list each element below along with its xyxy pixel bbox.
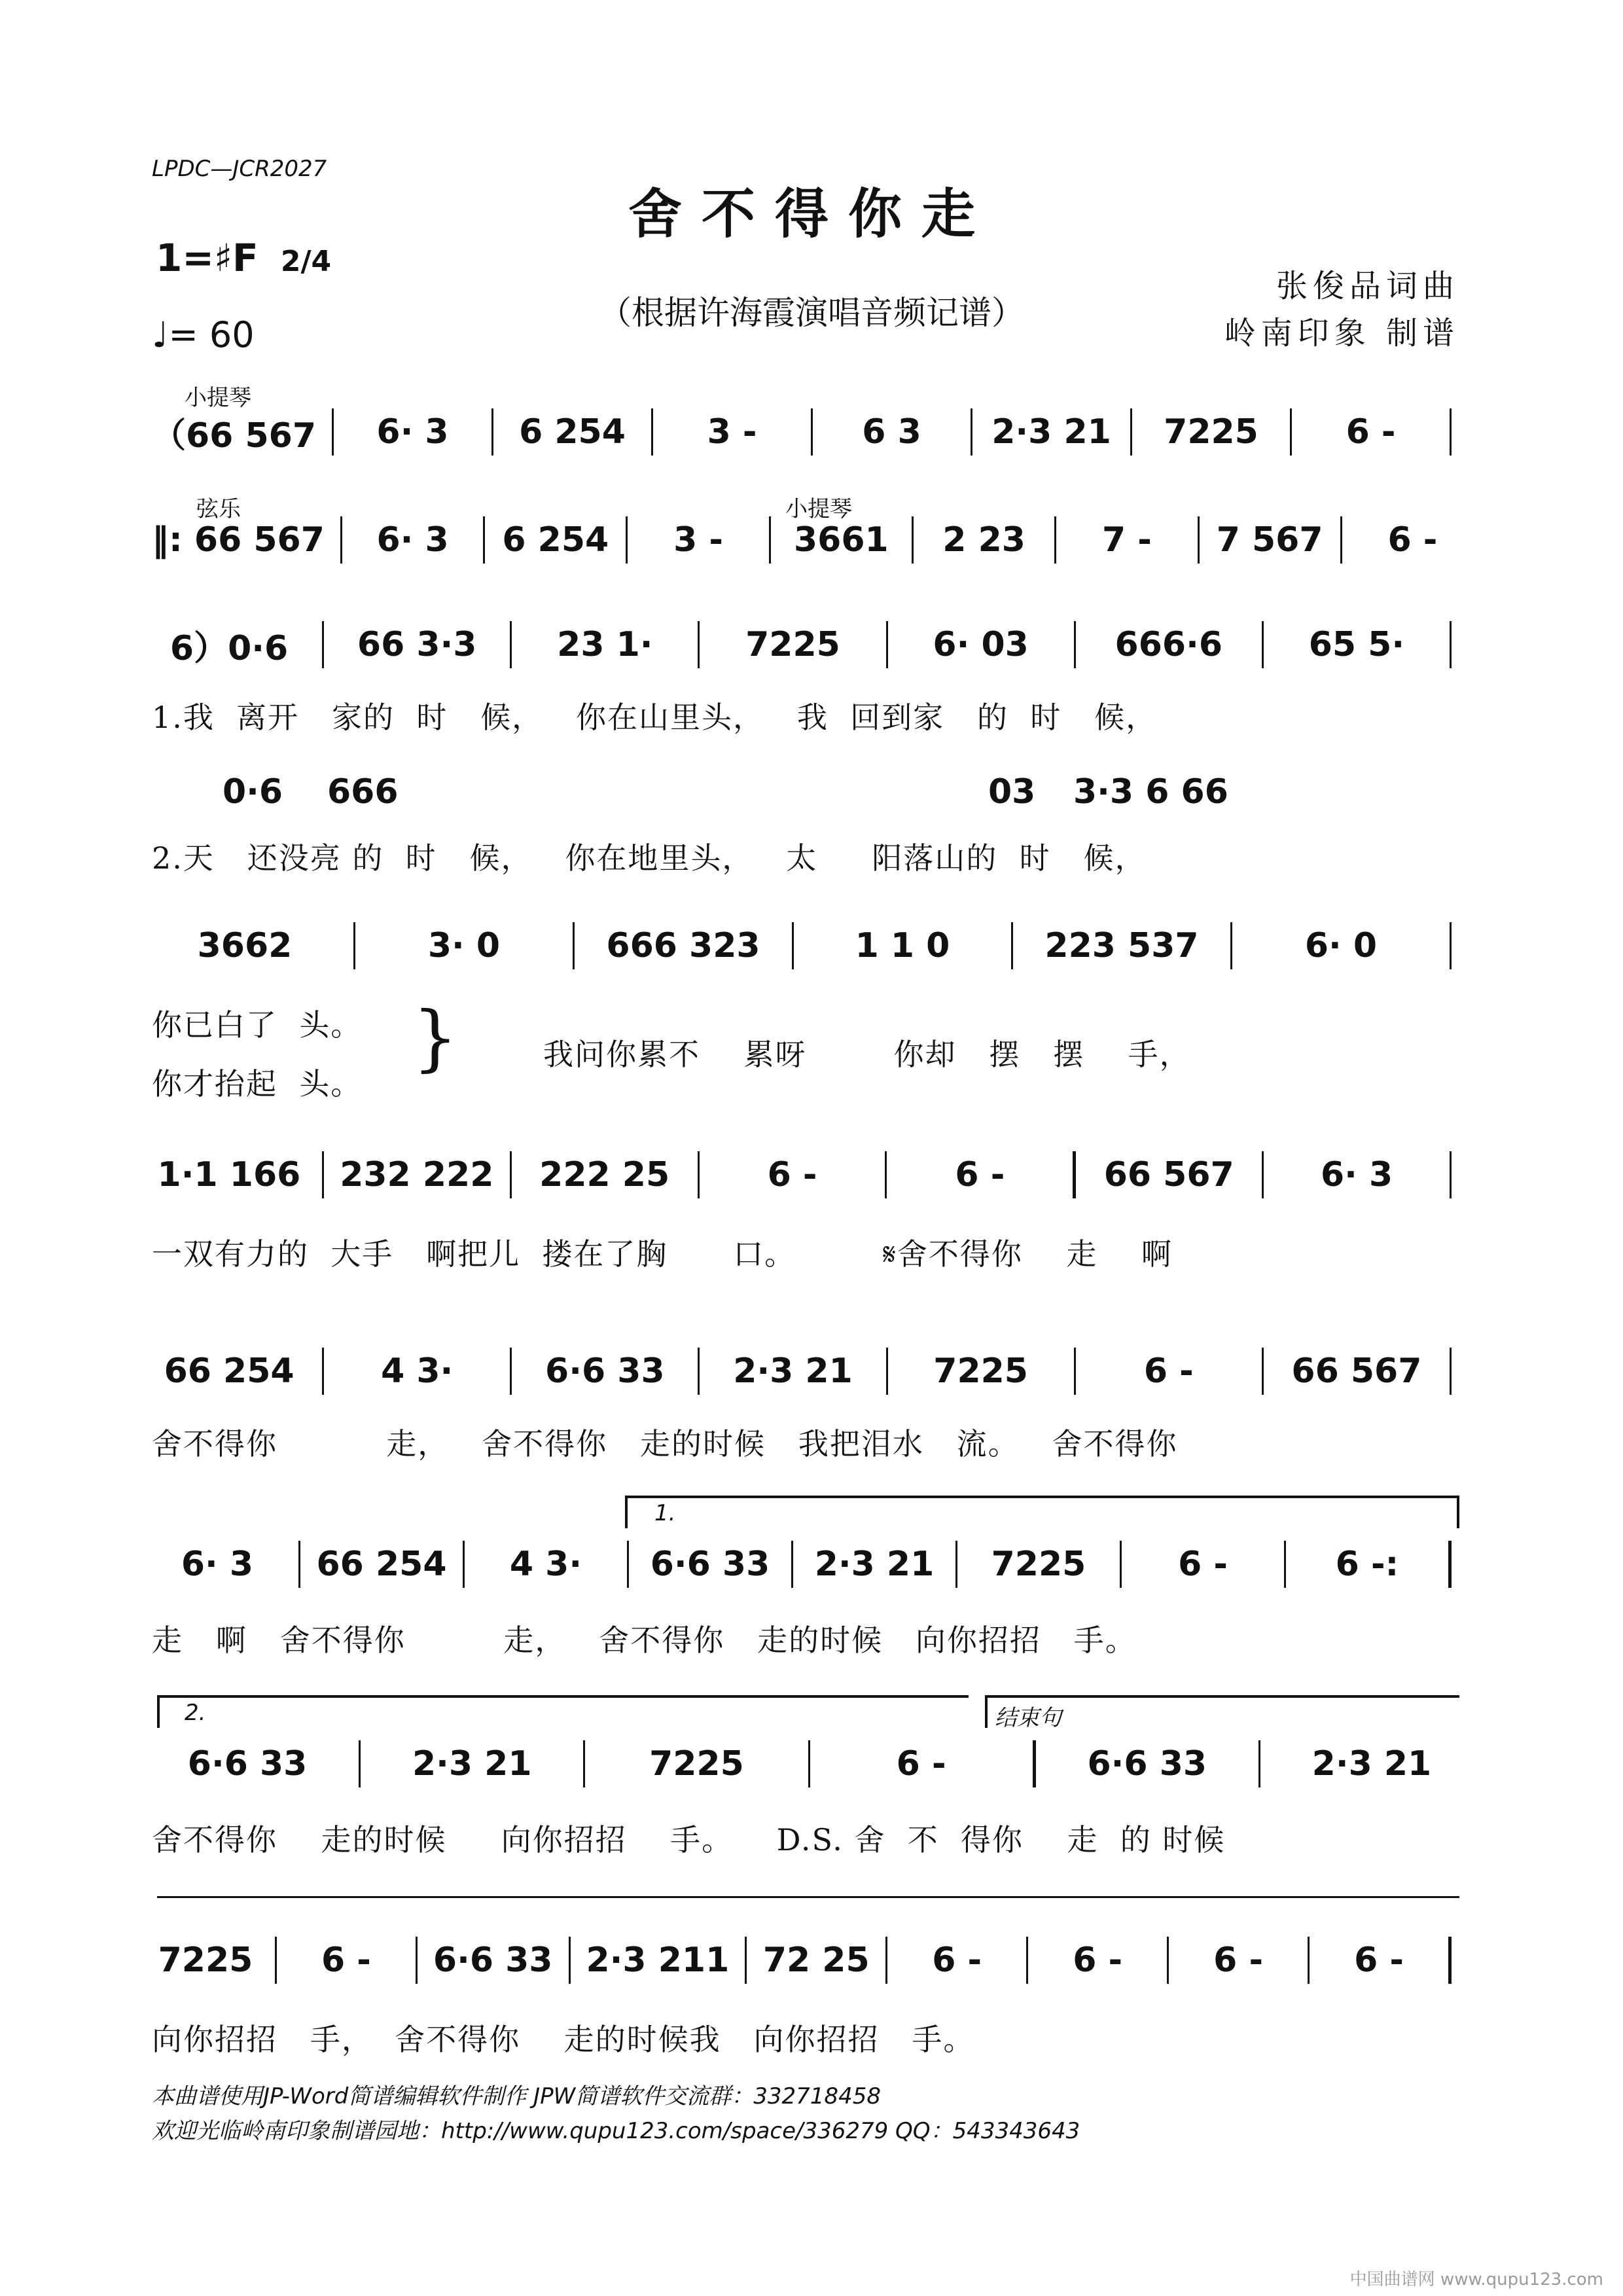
measure: 6·6 33 [545, 1352, 665, 1391]
measure: 6·6 33 [650, 1545, 770, 1584]
notation-row-9 [152, 1741, 1467, 1787]
measure: 7225 [1164, 412, 1258, 452]
barline [1290, 408, 1292, 456]
measure: 3662 [197, 926, 293, 965]
measure: 6 - [767, 1155, 817, 1194]
barline [1262, 621, 1264, 668]
measure: 66 254 [164, 1352, 294, 1391]
barline [627, 1541, 629, 1588]
barline [698, 1348, 700, 1395]
footer-line-1: 本曲谱使用JP-Word简谱编辑软件制作 JPW简谱软件交流群：332718458 [152, 2083, 881, 2109]
barline [971, 408, 972, 456]
measure: 65 5· [1308, 625, 1405, 664]
volta-label-2: 2. [185, 1700, 206, 1726]
measure: 1 1 0 [855, 926, 950, 965]
notation-row-1 [152, 409, 1467, 455]
barline [885, 1937, 887, 1984]
measure: 232 222 [340, 1155, 494, 1194]
subtitle: （根据许海霞演唱音频记谱） [599, 294, 1024, 332]
barline [275, 1937, 277, 1984]
barline [791, 1541, 793, 1588]
measure: 6 254 [519, 412, 626, 452]
measure: 6 - [955, 1155, 1005, 1194]
measure: 2·3 21 [991, 412, 1111, 452]
barline [745, 1937, 747, 1984]
barline [1230, 922, 1232, 969]
measure: 666·6 [1115, 625, 1223, 664]
measure: 4 3· [381, 1352, 454, 1391]
barline [912, 516, 914, 564]
measure: 3· 0 [427, 926, 501, 965]
instrument-label-violin: 小提琴 [185, 385, 251, 411]
barline [1026, 1937, 1028, 1984]
barline [1198, 516, 1200, 564]
barline [1340, 516, 1342, 564]
measure: 4 3· [509, 1545, 582, 1584]
score-code: LPDC—JCR2027 [152, 156, 327, 182]
measure: 7225 [649, 1744, 744, 1784]
measure: 666 [327, 772, 399, 812]
measure: 6· 3 [181, 1545, 254, 1584]
lyric-line-7: 舍不得你 走的时候 向你招招 手。 D.S. 舍 不 得你 走 的 时候 [152, 1822, 1226, 1857]
measure: 0·6 [223, 772, 283, 812]
notation-row-3 [152, 622, 1467, 668]
lyric-line-3c: 我问你累不 累呀 你却 摆 摆 手， [543, 1037, 1191, 1072]
barline [1450, 408, 1452, 456]
barline [1262, 1151, 1264, 1198]
measure: 6· 3 [376, 520, 449, 560]
double-barline [1033, 1740, 1036, 1787]
measure: 6）0·6 [169, 628, 289, 668]
barline [510, 1151, 512, 1198]
lyric-line-5: 舍不得你 走， 舍不得你 走的时候 我把泪水 流。 舍不得你 [152, 1426, 1178, 1462]
barline [1054, 516, 1056, 564]
measure: 222 25 [539, 1155, 670, 1194]
barline [322, 1348, 324, 1395]
barline [1120, 1541, 1122, 1588]
ending-label: 结束句 [995, 1705, 1061, 1731]
measure: 7225 [745, 625, 840, 664]
measure: 6· 3 [376, 412, 449, 452]
barline [510, 621, 512, 668]
barline [1130, 408, 1132, 456]
measure: 6 3 [862, 412, 921, 452]
measure: 66 254 [316, 1545, 447, 1584]
notation-row-8 [152, 1541, 1467, 1587]
notation-row-5 [152, 923, 1467, 969]
lyric-line-2: 2.天 还没亮 的 时 候， 你在地里头， 太 阳落山的 时 候， [152, 840, 1147, 876]
verse-brace: } [412, 996, 458, 1079]
barline [1074, 621, 1076, 668]
measure: 6 254 [502, 520, 609, 560]
measure: 3661 [793, 520, 889, 560]
barline [353, 922, 355, 969]
measure: 6 - [896, 1744, 946, 1784]
measure: 2 23 [942, 520, 1026, 560]
volta-bracket-1 [625, 1496, 1459, 1498]
measure: 66 3·3 [357, 625, 477, 664]
notation-row-2 [152, 517, 1467, 563]
tie-line [157, 1896, 1459, 1898]
measure: 223 537 [1044, 926, 1199, 965]
measure: 7225 [158, 1941, 253, 1980]
key-signature: 1=♯F 2/4 [156, 236, 332, 280]
barline [1262, 1348, 1264, 1395]
barline [463, 1541, 465, 1588]
measure: 6 - [1178, 1545, 1228, 1584]
barline [1258, 1740, 1260, 1787]
measure: 7225 [991, 1545, 1086, 1584]
measure: 3·3 6 66 [1073, 772, 1228, 812]
barline [322, 621, 324, 668]
ending-bracket [985, 1695, 1459, 1698]
volta-bracket-1-leg [625, 1496, 628, 1528]
volta-bracket-2 [157, 1695, 969, 1698]
measure: 23 1· [557, 625, 653, 664]
barline [1284, 1541, 1286, 1588]
measure: 6· 03 [933, 625, 1029, 664]
measure: 2·3 21 [733, 1352, 853, 1391]
measure: 6 - [1346, 412, 1396, 452]
measure: 6 -: [1335, 1545, 1399, 1584]
measure: 3 - [707, 412, 757, 452]
credit-composer: 张俊品词曲 [1275, 268, 1459, 304]
measure: 66 567 [1291, 1352, 1422, 1391]
barline [651, 408, 653, 456]
barline [416, 1937, 418, 1984]
measure: 66 567 [1103, 1155, 1234, 1194]
repeat-end-barline [1448, 1541, 1452, 1588]
barline [626, 516, 628, 564]
instrument-label-strings: 弦乐 [196, 496, 241, 522]
barline [885, 1151, 887, 1198]
measure: 2·3 21 [814, 1545, 935, 1584]
barline [698, 1151, 700, 1198]
barline [1450, 1348, 1452, 1395]
measure: 6 - [1073, 1941, 1123, 1980]
measure: 666 323 [606, 926, 760, 965]
measure: 2·3 21 [1311, 1744, 1432, 1784]
instrument-label-violin-2: 小提琴 [785, 496, 852, 522]
barline [955, 1541, 957, 1588]
barline [483, 516, 485, 564]
barline [808, 1740, 810, 1787]
barline [811, 408, 813, 456]
barline [769, 516, 771, 564]
lyric-line-3a: 你已白了 头。 [152, 1007, 363, 1043]
double-barline [1073, 1151, 1076, 1198]
measure: 1·1 166 [157, 1155, 301, 1194]
barline [583, 1740, 585, 1787]
notation-row-6 [152, 1152, 1467, 1198]
barline [698, 621, 700, 668]
barline [792, 922, 794, 969]
measure: 6·6 33 [187, 1744, 308, 1784]
measure: 7 - [1101, 520, 1152, 560]
measure: 03 [988, 772, 1036, 812]
time-signature: 2/4 [280, 245, 332, 278]
barline [886, 1348, 888, 1395]
ending-bracket-leg [985, 1695, 988, 1728]
measure: 6 - [1387, 520, 1438, 560]
final-barline [1448, 1937, 1452, 1984]
barline [491, 408, 493, 456]
barline [332, 408, 334, 456]
volta-label-1: 1. [654, 1500, 676, 1526]
lyric-line-1: 1.我 离开 家的 时 候， 你在山里头， 我 回到家 的 时 候， [152, 700, 1158, 735]
measure: 6·6 33 [433, 1941, 553, 1980]
measure: 2·3 21 [412, 1744, 532, 1784]
measure: 6 - [932, 1941, 982, 1980]
measure: 6 - [1354, 1941, 1404, 1980]
barline [1450, 1151, 1452, 1198]
measure: 6 - [1213, 1941, 1264, 1980]
measure: 7225 [933, 1352, 1028, 1391]
notation-row-7 [152, 1348, 1467, 1394]
measure: 7 567 [1216, 520, 1323, 560]
barline [569, 1937, 571, 1984]
barline [886, 621, 888, 668]
lyric-line-6: 走 啊 舍不得你 走， 舍不得你 走的时候 向你招招 手。 [152, 1623, 1137, 1658]
measure: 6·6 33 [1087, 1744, 1207, 1784]
measure: 3 - [673, 520, 724, 560]
measure: （66 567 [152, 416, 317, 456]
barline [359, 1740, 361, 1787]
barline [340, 516, 342, 564]
song-title: 舍不得你走 [628, 183, 995, 245]
credit-arranger: 岭南印象 制谱 [1224, 315, 1459, 351]
lyric-line-8: 向你招招 手， 舍不得你 走的时候我 向你招招 手。 [152, 2022, 975, 2057]
barline [322, 1151, 324, 1198]
measure: 2·3 211 [586, 1941, 730, 1980]
barline [1167, 1937, 1169, 1984]
notation-row-10 [152, 1937, 1467, 1983]
tempo-marking: ♩= 60 [152, 314, 255, 355]
measure: 6· 0 [1304, 926, 1378, 965]
measure: 6 - [321, 1941, 371, 1980]
barline [298, 1541, 300, 1588]
volta-bracket-2-leg [157, 1695, 160, 1728]
volta-bracket-1-leg [1457, 1496, 1459, 1528]
lyric-line-4: 一双有力的 大手 啊把儿 搂在了胸 口。 𝄋舍不得你 走 啊 [152, 1236, 1173, 1272]
measure: ‖: 66 567 [152, 520, 325, 560]
measure: 72 25 [762, 1941, 870, 1980]
barline [1011, 922, 1013, 969]
measure: 6· 3 [1320, 1155, 1393, 1194]
barline [1308, 1937, 1310, 1984]
barline [1074, 1348, 1076, 1395]
footer-line-2: 欢迎光临岭南印象制谱园地：http://www.qupu123.com/space/336279 QQ：543343643 [152, 2118, 1080, 2144]
measure: 6 - [1143, 1352, 1194, 1391]
barline [573, 922, 575, 969]
watermark: 中国曲谱网 www.qupu123.com [1349, 2270, 1603, 2289]
barline [1450, 922, 1452, 969]
quarter-note-icon: ♩ [152, 314, 169, 355]
barline [510, 1348, 512, 1395]
barline [1450, 621, 1452, 668]
lyric-line-3b: 你才抬起 头。 [152, 1066, 363, 1102]
